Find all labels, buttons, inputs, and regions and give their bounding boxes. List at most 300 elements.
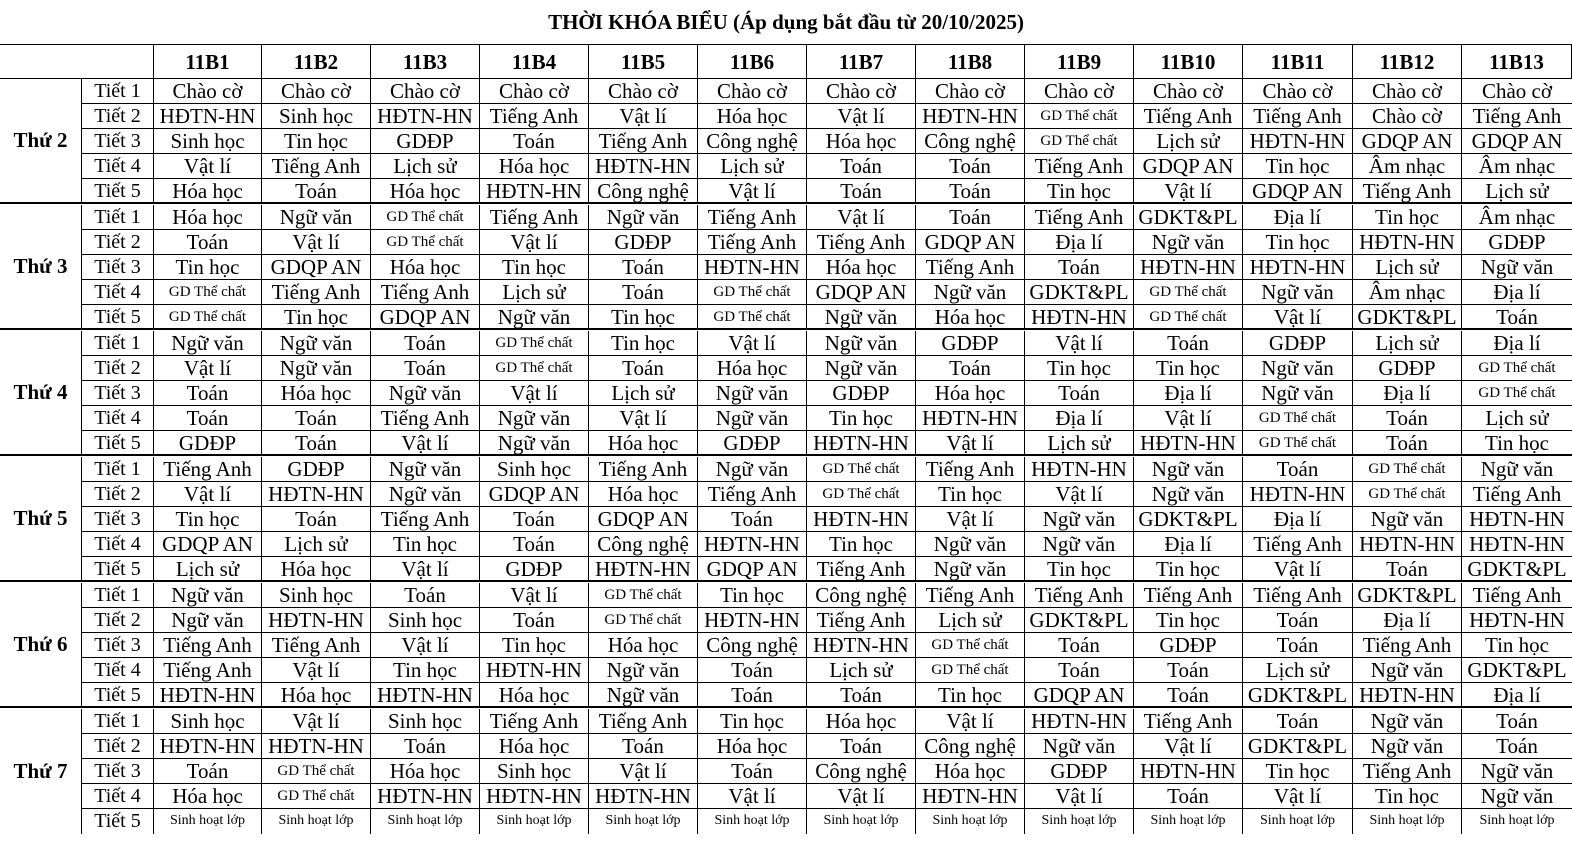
subject-cell: HĐTN-HN [480,179,589,204]
subject-cell: Lịch sử [807,658,916,683]
subject-cell: Sinh hoạt lớp [1353,809,1462,834]
subject-cell: Vật lí [154,482,262,507]
subject-cell: Tin học [589,331,698,356]
subject-cell: Tiếng Anh [589,709,698,734]
subject-cell: Tiếng Anh [154,457,262,482]
subject-cell: Toán [589,734,698,759]
subject-cell: Tiếng Anh [262,280,371,305]
subject-cell: Hóa học [371,759,480,784]
subject-cell: Vật lí [916,431,1025,456]
subject-cell: Vật lí [1134,179,1243,204]
subject-cell: Địa lí [1134,532,1243,557]
subject-cell: Toán [262,431,371,456]
subject-cell: Ngữ văn [262,331,371,356]
subject-cell: Địa lí [1243,205,1353,230]
subject-cell: Hóa học [698,734,807,759]
subject-cell: Chào cờ [1353,104,1462,129]
subject-cell: Công nghệ [807,583,916,608]
subject-cell: Hóa học [371,179,480,204]
subject-cell: Chào cờ [807,79,916,104]
subject-cell: GD Thể chất [154,305,262,330]
subject-cell: Tiếng Anh [1134,583,1243,608]
subject-cell: Hóa học [262,381,371,406]
subject-cell: Âm nhạc [1353,154,1462,179]
subject-cell: Tiếng Anh [807,557,916,582]
subject-cell: Toán [698,759,807,784]
subject-cell: GDĐP [262,457,371,482]
period-label: Tiết 2 [82,356,154,381]
subject-cell: HĐTN-HN [1243,482,1353,507]
subject-cell: Toán [480,129,589,154]
day-label: Thứ 4 [0,331,82,456]
subject-cell: Tin học [262,129,371,154]
subject-cell: GD Thể chất [807,457,916,482]
class-header: 11B11 [1243,45,1353,79]
subject-cell: Tin học [1462,633,1572,658]
subject-cell: Tiếng Anh [589,457,698,482]
period-label: Tiết 5 [82,683,154,708]
subject-cell: Tiếng Anh [1243,583,1353,608]
subject-cell: Vật lí [589,104,698,129]
subject-cell: Toán [262,179,371,204]
period-label: Tiết 4 [82,784,154,809]
timetable-grid [0,45,1572,841]
subject-cell: Tin học [480,255,589,280]
subject-cell: HĐTN-HN [1462,608,1572,633]
subject-cell: Chào cờ [698,79,807,104]
subject-cell: HĐTN-HN [1462,507,1572,532]
subject-cell: Hóa học [807,129,916,154]
subject-cell: Vật lí [1243,305,1353,330]
subject-cell: GDQP AN [589,507,698,532]
period-label: Tiết 4 [82,532,154,557]
subject-cell: Tin học [916,482,1025,507]
period-label: Tiết 2 [82,230,154,255]
subject-cell: GDKT&PL [1353,583,1462,608]
subject-cell: GDKT&PL [1025,280,1134,305]
subject-cell: Sinh hoạt lớp [480,809,589,834]
subject-cell: Lịch sử [1025,431,1134,456]
subject-cell: GD Thể chất [916,633,1025,658]
subject-cell: Ngữ văn [1353,734,1462,759]
subject-cell: Công nghệ [916,129,1025,154]
subject-cell: Toán [480,532,589,557]
subject-cell: GDĐP [1462,230,1572,255]
subject-cell: Ngữ văn [916,280,1025,305]
header-corner [0,45,154,79]
subject-cell: Lịch sử [480,280,589,305]
subject-cell: Sinh học [371,608,480,633]
subject-cell: Tiếng Anh [480,205,589,230]
period-label: Tiết 5 [82,305,154,330]
subject-cell: Toán [807,683,916,708]
subject-cell: Sinh học [262,583,371,608]
subject-cell: Toán [480,507,589,532]
subject-cell: Hóa học [916,305,1025,330]
subject-cell: HĐTN-HN [262,734,371,759]
subject-cell: Ngữ văn [1353,658,1462,683]
subject-cell: Vật lí [807,784,916,809]
subject-cell: GDĐP [1025,759,1134,784]
subject-cell: Toán [916,205,1025,230]
subject-cell: Toán [371,734,480,759]
subject-cell: GD Thể chất [154,280,262,305]
period-label: Tiết 3 [82,129,154,154]
subject-cell: Tin học [916,683,1025,708]
subject-cell: Tin học [1134,608,1243,633]
subject-cell: Chào cờ [154,79,262,104]
subject-cell: Hóa học [480,154,589,179]
subject-cell: Toán [1462,305,1572,330]
period-label: Tiết 2 [82,608,154,633]
subject-cell: Vật lí [480,230,589,255]
subject-cell: Ngữ văn [589,205,698,230]
subject-cell: GD Thể chất [262,759,371,784]
subject-cell: GDĐP [698,431,807,456]
subject-cell: Toán [1243,608,1353,633]
subject-cell: Tin học [1025,356,1134,381]
subject-cell: HĐTN-HN [480,784,589,809]
subject-cell: Công nghệ [698,633,807,658]
subject-cell: GD Thể chất [480,356,589,381]
day-label: Thứ 6 [0,583,82,708]
period-label: Tiết 1 [82,583,154,608]
subject-cell: Tiếng Anh [1462,482,1572,507]
subject-cell: Toán [1025,381,1134,406]
subject-cell: Chào cờ [1025,79,1134,104]
subject-cell: Toán [698,658,807,683]
period-label: Tiết 3 [82,759,154,784]
subject-cell: GDKT&PL [1462,557,1572,582]
subject-cell: Toán [480,608,589,633]
subject-cell: GDKT&PL [1353,305,1462,330]
subject-cell: GD Thể chất [698,305,807,330]
subject-cell: Ngữ văn [698,381,807,406]
subject-cell: GDĐP [480,557,589,582]
subject-cell: HĐTN-HN [1134,759,1243,784]
subject-cell: Toán [1353,557,1462,582]
subject-cell: Tin học [480,633,589,658]
subject-cell: Vật lí [480,381,589,406]
subject-cell: Hóa học [916,759,1025,784]
subject-cell: Toán [698,683,807,708]
subject-cell: Toán [371,583,480,608]
subject-cell: Ngữ văn [589,683,698,708]
subject-cell: Sinh hoạt lớp [698,809,807,834]
subject-cell: Lịch sử [262,532,371,557]
subject-cell: Sinh học [154,709,262,734]
subject-cell: Tiếng Anh [1243,104,1353,129]
subject-cell: HĐTN-HN [480,658,589,683]
subject-cell: Sinh hoạt lớp [807,809,916,834]
subject-cell: Toán [698,507,807,532]
subject-cell: Tin học [371,658,480,683]
subject-cell: Sinh hoạt lớp [1134,809,1243,834]
period-label: Tiết 3 [82,381,154,406]
subject-cell: GDQP AN [1462,129,1572,154]
period-label: Tiết 4 [82,658,154,683]
subject-cell: Chào cờ [371,79,480,104]
subject-cell: GDQP AN [262,255,371,280]
class-header: 11B4 [480,45,589,79]
subject-cell: Sinh học [480,759,589,784]
subject-cell: Sinh hoạt lớp [1025,809,1134,834]
subject-cell: HĐTN-HN [698,608,807,633]
subject-cell: GD Thể chất [480,331,589,356]
subject-cell: Ngữ văn [1462,457,1572,482]
subject-cell: Vật lí [371,557,480,582]
subject-cell: Ngữ văn [807,331,916,356]
subject-cell: Tin học [1243,154,1353,179]
subject-cell: Chào cờ [589,79,698,104]
day-label: Thứ 2 [0,79,82,204]
subject-cell: Vật lí [1243,784,1353,809]
subject-cell: Vật lí [262,709,371,734]
subject-cell: Vật lí [1134,406,1243,431]
subject-cell: Ngữ văn [1134,230,1243,255]
subject-cell: Toán [262,406,371,431]
subject-cell: Toán [916,356,1025,381]
subject-cell: Hóa học [916,381,1025,406]
subject-cell: GDKT&PL [1025,608,1134,633]
subject-cell: Tiếng Anh [371,280,480,305]
subject-cell: GDQP AN [807,280,916,305]
subject-cell: Ngữ văn [262,356,371,381]
period-label: Tiết 2 [82,482,154,507]
subject-cell: HĐTN-HN [1025,305,1134,330]
class-header: 11B3 [371,45,480,79]
period-label: Tiết 5 [82,431,154,456]
subject-cell: GD Thể chất [1134,305,1243,330]
subject-cell: GDQP AN [1243,179,1353,204]
subject-cell: GD Thể chất [807,482,916,507]
subject-cell: Toán [1243,457,1353,482]
subject-cell: Toán [1025,658,1134,683]
subject-cell: Ngữ văn [589,658,698,683]
subject-cell: Hóa học [480,734,589,759]
subject-cell: Ngữ văn [1134,482,1243,507]
subject-cell: Toán [154,230,262,255]
subject-cell: Hóa học [154,205,262,230]
subject-cell: HĐTN-HN [371,784,480,809]
subject-cell: Toán [807,179,916,204]
subject-cell: Tiếng Anh [807,230,916,255]
subject-cell: Lịch sử [154,557,262,582]
subject-cell: Ngữ văn [371,482,480,507]
subject-cell: Toán [1025,255,1134,280]
subject-cell: Tiếng Anh [1025,583,1134,608]
period-label: Tiết 4 [82,154,154,179]
subject-cell: Ngữ văn [1025,532,1134,557]
period-label: Tiết 5 [82,809,154,834]
period-label: Tiết 3 [82,255,154,280]
subject-cell: HĐTN-HN [1025,709,1134,734]
subject-cell: Ngữ văn [698,406,807,431]
subject-cell: Ngữ văn [480,406,589,431]
subject-cell: Toán [589,356,698,381]
subject-cell: Hóa học [154,784,262,809]
subject-cell: Hóa học [698,356,807,381]
subject-cell: Địa lí [1353,608,1462,633]
subject-cell: Công nghệ [589,532,698,557]
subject-cell: Lịch sử [698,154,807,179]
subject-cell: Tiếng Anh [154,633,262,658]
subject-cell: Toán [589,255,698,280]
subject-cell: Lịch sử [1462,406,1572,431]
subject-cell: HĐTN-HN [1353,532,1462,557]
subject-cell: Tin học [1353,784,1462,809]
period-label: Tiết 1 [82,709,154,734]
subject-cell: Toán [1462,709,1572,734]
subject-cell: Toán [1134,658,1243,683]
subject-cell: Hóa học [154,179,262,204]
subject-cell: HĐTN-HN [916,784,1025,809]
subject-cell: Địa lí [1025,406,1134,431]
subject-cell: HĐTN-HN [1134,431,1243,456]
subject-cell: Toán [1025,633,1134,658]
subject-cell: Lịch sử [1353,331,1462,356]
subject-cell: Ngữ văn [1353,709,1462,734]
subject-cell: Ngữ văn [371,457,480,482]
subject-cell: Sinh hoạt lớp [916,809,1025,834]
subject-cell: Tin học [1134,356,1243,381]
subject-cell: Vật lí [589,406,698,431]
period-label: Tiết 3 [82,507,154,532]
subject-cell: Lịch sử [1134,129,1243,154]
subject-cell: HĐTN-HN [1353,230,1462,255]
subject-cell: GDQP AN [1025,683,1134,708]
subject-cell: Vật lí [916,507,1025,532]
subject-cell: Vật lí [589,759,698,784]
subject-cell: Toán [1134,784,1243,809]
subject-cell: Tiếng Anh [698,230,807,255]
subject-cell: Tin học [154,507,262,532]
subject-cell: Công nghệ [698,129,807,154]
subject-cell: Chào cờ [1243,79,1353,104]
subject-cell: GD Thể chất [1025,129,1134,154]
subject-cell: Địa lí [1025,230,1134,255]
subject-cell: Tin học [262,305,371,330]
subject-cell: Địa lí [1243,507,1353,532]
subject-cell: Địa lí [1134,381,1243,406]
subject-cell: Ngữ văn [916,557,1025,582]
subject-cell: GD Thể chất [1462,381,1572,406]
subject-cell: Vật lí [807,104,916,129]
subject-cell: GDKT&PL [1134,205,1243,230]
subject-cell: Ngữ văn [154,583,262,608]
subject-cell: GDĐP [807,381,916,406]
subject-cell: Tin học [1243,230,1353,255]
subject-cell: Ngữ văn [1025,507,1134,532]
class-header: 11B6 [698,45,807,79]
subject-cell: Tin học [371,532,480,557]
subject-cell: Toán [262,507,371,532]
subject-cell: GD Thể chất [916,658,1025,683]
subject-cell: Ngữ văn [480,431,589,456]
subject-cell: Ngữ văn [1025,734,1134,759]
subject-cell: Toán [807,734,916,759]
subject-cell: GDĐP [916,331,1025,356]
subject-cell: Toán [154,759,262,784]
subject-cell: HĐTN-HN [371,683,480,708]
subject-cell: Tin học [1025,179,1134,204]
subject-cell: Tin học [1134,557,1243,582]
subject-cell: Ngữ văn [154,608,262,633]
subject-cell: Lịch sử [1353,255,1462,280]
subject-cell: Địa lí [1462,331,1572,356]
subject-cell: Địa lí [1353,381,1462,406]
subject-cell: Tiếng Anh [480,709,589,734]
subject-cell: Công nghệ [916,734,1025,759]
subject-cell: HĐTN-HN [154,104,262,129]
subject-cell: Hóa học [589,431,698,456]
subject-cell: GDQP AN [916,230,1025,255]
subject-cell: Ngữ văn [1243,356,1353,381]
subject-cell: Sinh hoạt lớp [154,809,262,834]
period-label: Tiết 1 [82,79,154,104]
subject-cell: HĐTN-HN [1243,255,1353,280]
subject-cell: Ngữ văn [262,205,371,230]
subject-cell: Vật lí [698,784,807,809]
subject-cell: HĐTN-HN [371,104,480,129]
subject-cell: Tiếng Anh [916,583,1025,608]
subject-cell: GD Thể chất [1243,431,1353,456]
class-header: 11B5 [589,45,698,79]
subject-cell: GDKT&PL [1243,683,1353,708]
subject-cell: Toán [1134,331,1243,356]
subject-cell: HĐTN-HN [1353,683,1462,708]
subject-cell: Vật lí [698,179,807,204]
subject-cell: Tiếng Anh [371,507,480,532]
subject-cell: Vật lí [916,709,1025,734]
subject-cell: Âm nhạc [1353,280,1462,305]
subject-cell: Vật lí [1025,784,1134,809]
subject-cell: HĐTN-HN [916,104,1025,129]
subject-cell: Toán [371,331,480,356]
subject-cell: Lịch sử [371,154,480,179]
subject-cell: Tiếng Anh [262,154,371,179]
subject-cell: Công nghệ [589,179,698,204]
subject-cell: HĐTN-HN [154,734,262,759]
subject-cell: HĐTN-HN [916,406,1025,431]
subject-cell: GDQP AN [480,482,589,507]
subject-cell: Địa lí [1462,280,1572,305]
subject-cell: Vật lí [1025,482,1134,507]
subject-cell: Toán [1462,734,1572,759]
subject-cell: Chào cờ [262,79,371,104]
period-label: Tiết 1 [82,331,154,356]
subject-cell: Tiếng Anh [916,255,1025,280]
subject-cell: GDĐP [1243,331,1353,356]
subject-cell: HĐTN-HN [262,482,371,507]
subject-cell: Toán [1353,406,1462,431]
subject-cell: Công nghệ [807,759,916,784]
subject-cell: GDĐP [1134,633,1243,658]
subject-cell: HĐTN-HN [698,255,807,280]
subject-cell: Ngữ văn [807,356,916,381]
subject-cell: Hóa học [807,255,916,280]
subject-cell: Tiếng Anh [480,104,589,129]
period-label: Tiết 3 [82,633,154,658]
subject-cell: Ngữ văn [1462,255,1572,280]
subject-cell: Hóa học [262,683,371,708]
subject-cell: Vật lí [262,230,371,255]
period-label: Tiết 1 [82,457,154,482]
subject-cell: GDĐP [371,129,480,154]
subject-cell: Tin học [698,583,807,608]
subject-cell: Ngữ văn [1243,280,1353,305]
subject-cell: HĐTN-HN [589,557,698,582]
